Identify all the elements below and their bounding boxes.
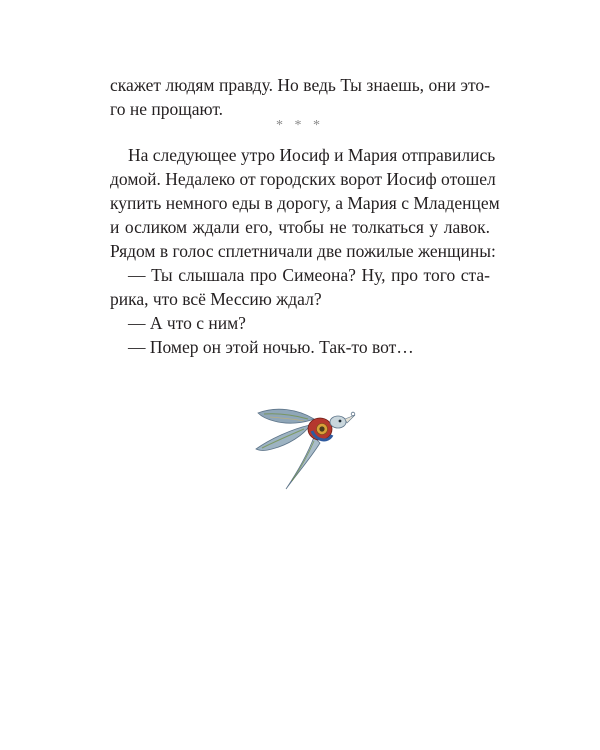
dialogue-line: — Ты слышала про Симеона? Ну, про того ста- — [128, 265, 490, 285]
dialogue-line: — А что с ним? — [128, 313, 246, 333]
text-line: и осликом ждали его, чтобы не толкаться у лавок. — [110, 217, 490, 237]
text-line: го не прощают. — [110, 99, 224, 119]
text-line: скажет людям правду. Но ведь Ты знаешь, они это- — [110, 75, 490, 95]
dialogue-line: — Помер он этой ночью. Так-то вот… — [128, 337, 414, 357]
dialogue-line: рика, что всё Мессию ждал? — [110, 289, 322, 309]
section-separator: * * * — [276, 118, 324, 133]
text-line: купить немного еды в дорогу, а Мария с Младенцем — [110, 193, 500, 213]
text-line: Рядом в голос сплетничали две пожилые женщины: — [110, 241, 496, 261]
text-line: На следующее утро Иосиф и Мария отправились — [128, 145, 496, 165]
swallow-bird-icon — [252, 403, 362, 493]
text-line: домой. Недалеко от городских ворот Иосиф отошел — [110, 169, 496, 189]
